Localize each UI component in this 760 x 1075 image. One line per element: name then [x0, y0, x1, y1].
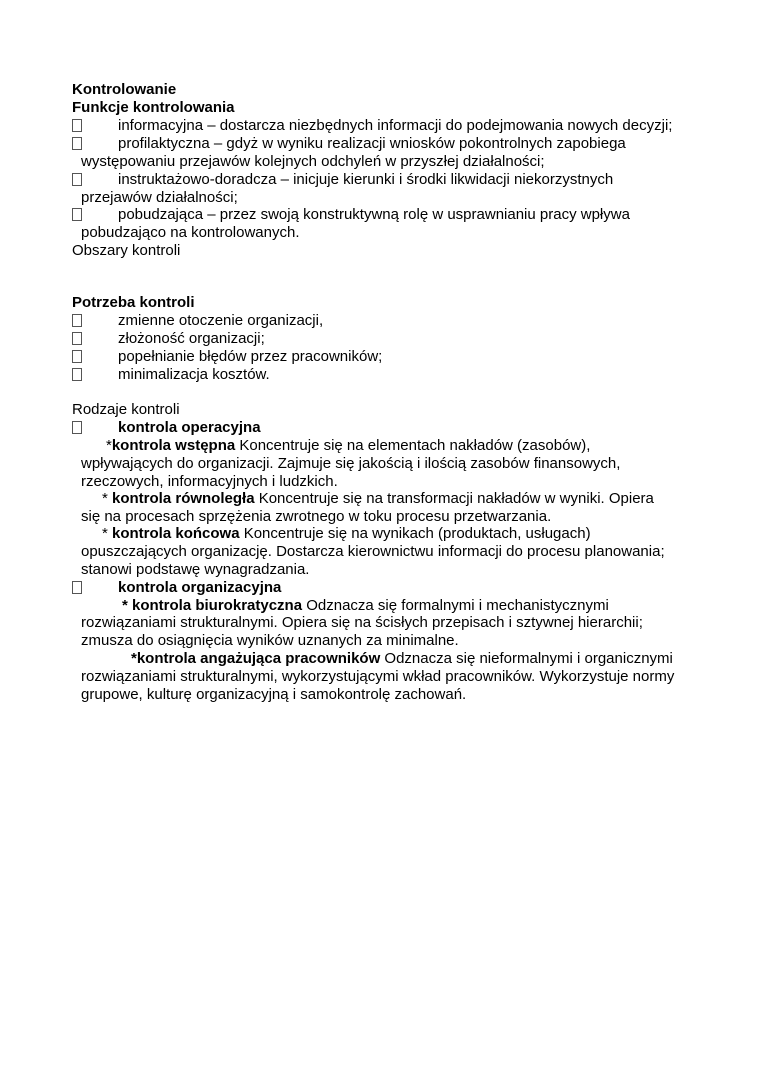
preliminary-text-continuation: rzeczowych, informacyjnych i ludzkich.: [81, 473, 338, 490]
missing-glyph-bullet-icon: [72, 208, 82, 221]
final-text: Koncentruje się na wynikach (produktach, usługach): [239, 525, 591, 542]
need-heading: Potrzeba kontroli: [72, 294, 195, 311]
list-item-text-continuation: przejawów działalności;: [81, 189, 238, 206]
list-item-text-continuation: pobudzająco na kontrolowanych.: [81, 224, 300, 241]
concurrent-prefix: *: [102, 490, 113, 507]
missing-glyph-bullet-icon: [72, 332, 82, 345]
concurrent-text-continuation: się na procesach sprzężenia zwrotnego w toku procesu przetwarzania.: [81, 508, 552, 525]
preliminary-text: Koncentruje się na elementach nakładów (zasobów),: [235, 437, 591, 454]
preliminary-text-continuation: wpływających do organizacji. Zajmuje się jakością i ilością zasobów finansowych,: [81, 455, 621, 472]
list-item-text: złożoność organizacji;: [118, 330, 265, 347]
missing-glyph-bullet-icon: [72, 119, 82, 132]
engaging-prefix: *: [131, 650, 137, 667]
list-item-text: instruktażowo-doradcza – inicjuje kierunki i środki likwidacji niekorzystnych: [118, 171, 614, 188]
concurrent-text: Koncentruje się na transformacji nakładów w wyniki. Opiera: [254, 490, 654, 507]
bureaucratic-text-continuation: zmusza do osiągnięcia wyników uznanych za minimalne.: [81, 632, 459, 649]
missing-glyph-bullet-icon: [72, 421, 82, 434]
bureaucratic-text-continuation: rozwiązaniami strukturalnymi. Opiera się na ścisłych przepisach i sztywnej hierarchii;: [81, 614, 643, 631]
areas-heading: Obszary kontroli: [72, 242, 181, 259]
missing-glyph-bullet-icon: [72, 368, 82, 381]
concurrent-label: kontrola równoległa: [112, 490, 255, 507]
preliminary-label: kontrola wstępna: [111, 437, 236, 454]
final-text-continuation: opuszczających organizację. Dostarcza kierownictwu informacji do procesu planowania;: [81, 543, 665, 560]
list-item-text: pobudzająca – przez swoją konstruktywną rolę w usprawnianiu pracy wpływa: [118, 206, 630, 223]
operational-control-label: kontrola operacyjna: [118, 419, 261, 436]
bureaucratic-text: Odznacza się formalnymi i mechanistycznymi: [302, 597, 609, 614]
list-item-text: popełnianie błędów przez pracowników;: [118, 348, 383, 365]
missing-glyph-bullet-icon: [72, 581, 82, 594]
list-item-text: informacyjna – dostarcza niezbędnych informacji do podejmowania nowych decyzji;: [118, 117, 673, 134]
list-item-text: profilaktyczna – gdyż w wyniku realizacji wniosków pokontrolnych zapobiega: [118, 135, 626, 152]
engaging-text: Odznacza się nieformalnymi i organicznymi: [380, 650, 673, 667]
missing-glyph-bullet-icon: [72, 314, 82, 327]
bureaucratic-label: kontrola biurokratyczna: [132, 597, 303, 614]
list-item-text: minimalizacja kosztów.: [118, 366, 270, 383]
missing-glyph-bullet-icon: [72, 137, 82, 150]
final-text-continuation: stanowi podstawę wynagradzania.: [81, 561, 310, 578]
final-prefix: *: [102, 525, 113, 542]
engaging-text-continuation: rozwiązaniami strukturalnymi, wykorzystującymi wkład pracowników. Wykorzystuje normy: [81, 668, 675, 685]
bureaucratic-prefix: *: [122, 597, 133, 614]
functions-heading: Funkcje kontrolowania: [72, 99, 235, 116]
missing-glyph-bullet-icon: [72, 173, 82, 186]
preliminary-prefix: *: [106, 437, 112, 454]
organizational-control-label: kontrola organizacyjna: [118, 579, 282, 596]
missing-glyph-bullet-icon: [72, 350, 82, 363]
final-label: kontrola końcowa: [112, 525, 240, 542]
engaging-label: kontrola angażująca pracowników: [136, 650, 381, 667]
list-item-text-continuation: występowaniu przejawów kolejnych odchyleń w przyszłej działalności;: [81, 153, 545, 170]
list-item-text: zmienne otoczenie organizacji,: [118, 312, 324, 329]
document-title: Kontrolowanie: [72, 81, 177, 98]
engaging-text-continuation: grupowe, kulturę organizacyjną i samokontrolę zachowań.: [81, 686, 467, 703]
types-heading: Rodzaje kontroli: [72, 401, 180, 418]
